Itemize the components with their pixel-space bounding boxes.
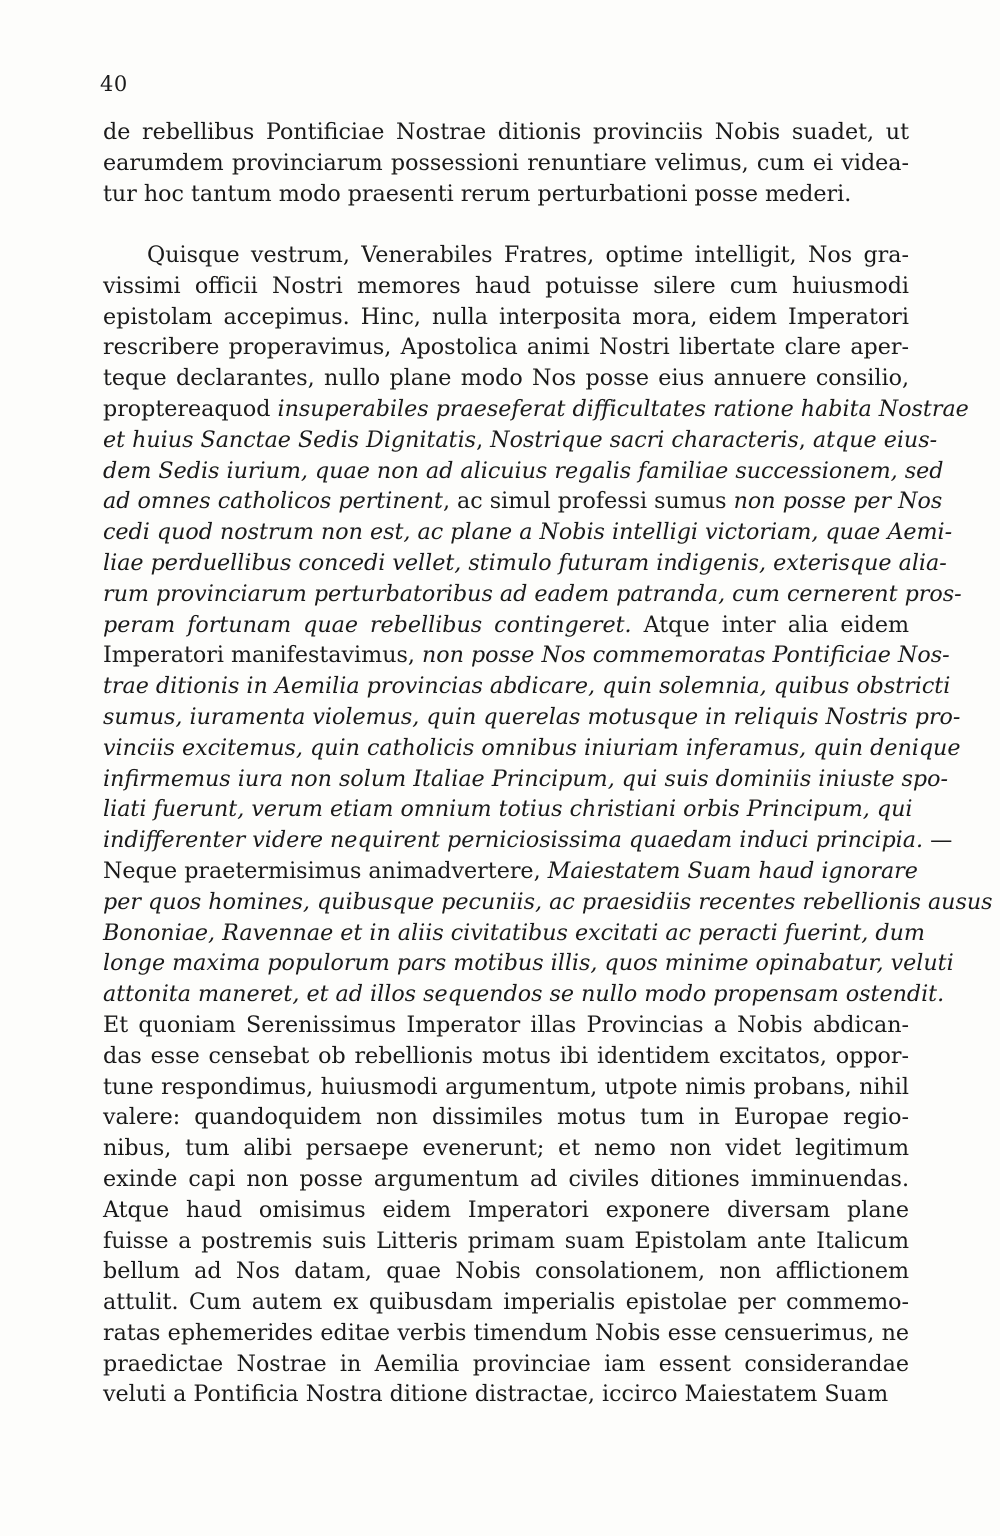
text-line <box>103 856 918 887</box>
italic-text: vinciis excitemus, quin catholicis omnibus iniuriam inferamus, quin denique <box>103 734 961 761</box>
italic-text: Maiestatem Suam haud ignorare <box>547 857 918 884</box>
roman-text: nibus, tum alibi persaepe evenerunt; et nemo non videt legitimum <box>103 1135 909 1162</box>
italic-text: rum provinciarum perturbatoribus ad eadem patranda, cum cernerent pros- <box>103 580 962 607</box>
text-line <box>103 456 944 487</box>
italic-text: et huius Sanctae Sedis Dignitatis <box>103 426 477 453</box>
text-line <box>103 979 945 1010</box>
italic-text: Bononiae, Ravennae et in aliis civitatibus excitati ac peracti fuerint, dum <box>103 919 925 946</box>
roman-text: valere: quandoquidem non dissimiles motus tum in Europae regio- <box>103 1104 909 1131</box>
roman-text: epistolam accepimus. Hinc, nulla interposita mora, eidem Imperatori <box>103 303 909 330</box>
roman-text: tune respondimus, huiusmodi argumentum, utpote nimis probans, nihil <box>103 1073 909 1100</box>
text-line <box>103 825 953 856</box>
text-line <box>103 363 909 394</box>
text-line <box>103 948 954 979</box>
italic-text: trae ditionis in Aemilia provincias abdicare, quin solemnia, quibus obstricti <box>103 673 951 700</box>
italic-text: liati fuerunt, verum etiam omnium totius christiani orbis Principum, qui <box>103 796 913 823</box>
italic-text: attonita maneret, et ad illos sequendos se nullo modo propensam ostendit. <box>103 981 945 1008</box>
text-line <box>103 1041 909 1072</box>
text-line <box>103 394 969 425</box>
roman-text: — <box>923 827 953 854</box>
roman-text: ratas ephemerides editae verbis timendum Nobis esse censuerimus, ne <box>103 1319 909 1346</box>
roman-text: praedictae Nostrae in Aemilia provinciae iam essent considerandae <box>103 1350 909 1377</box>
text-line <box>103 610 909 641</box>
italic-text: sumus, iuramenta violemus, quin querelas motusque in reliquis Nostris pro- <box>103 703 961 730</box>
text-line <box>103 1349 909 1380</box>
italic-text: liae perduellibus concedi vellet, stimulo futuram indigenis, exterisque alia- <box>103 549 947 576</box>
roman-text: fuisse a postremis suis Litteris primam suam Epistolam ante Italicum <box>103 1227 909 1254</box>
roman-text: Atque inter alia eidem <box>631 611 909 638</box>
roman-text: Quisque vestrum, Venerabiles Fratres, optime intelligit, Nos gra- <box>147 242 909 268</box>
text-line <box>103 425 938 456</box>
text-line: tur hoc tantum modo praesenti rerum perturbationi posse mederi. <box>103 180 852 207</box>
text-line <box>103 517 953 548</box>
italic-text: longe maxima populorum pars motibus illis, quos minime opinabatur, veluti <box>103 950 954 977</box>
roman-text: bellum ad Nos datam, quae Nobis consolationem, non afflictionem <box>103 1258 909 1285</box>
text-line <box>103 1010 909 1041</box>
roman-text: , ac simul professi sumus <box>442 488 734 515</box>
text-line: earumdem provinciarum possessioni renuntiare velimus, cum ei videa- <box>103 149 909 176</box>
text-line <box>103 579 962 610</box>
roman-text: teque declarantes, nullo plane modo Nos posse eius annuere consilio, <box>103 365 909 392</box>
italic-text: cedi quod nostrum non est, ac plane a Nobis intelligi victoriam, quae Aemi- <box>103 519 953 546</box>
text-line <box>103 1379 909 1410</box>
roman-text: Neque praetermisimus animadvertere, <box>103 857 548 884</box>
text-line <box>103 1226 909 1257</box>
italic-text: Nostrique sacri characteris <box>490 426 799 453</box>
roman-text: attulit. Cum autem ex quibusdam imperialis epistolae per commemo- <box>103 1289 909 1316</box>
text-line <box>103 240 909 271</box>
roman-text: Imperatori manifestavimus, <box>103 642 422 669</box>
text-line <box>103 486 943 517</box>
text-line <box>103 640 950 671</box>
roman-text: veluti a Pontificia Nostra ditione distractae, iccirco Maiestatem Suam <box>103 1381 889 1408</box>
text-line <box>103 1287 909 1318</box>
italic-text: infirmemus iura non solum Italiae Principum, qui suis dominiis iniuste spo- <box>103 765 948 792</box>
text-line <box>103 1102 909 1133</box>
roman-text: vissimi officii Nostri memores haud potuisse silere cum huiusmodi <box>103 272 909 299</box>
roman-text: rescribere properavimus, Apostolica animi Nostri libertate clare aper- <box>103 334 909 361</box>
text-line <box>103 302 909 333</box>
roman-text: Et quoniam Serenissimus Imperator illas Provincias a Nobis abdican- <box>103 1011 909 1038</box>
text-line <box>103 1164 909 1195</box>
roman-text: das esse censebat ob rebellionis motus ibi identidem excitatos, oppor- <box>103 1042 909 1069</box>
text-line <box>103 332 909 363</box>
text-line <box>103 271 909 302</box>
italic-text: non posse Nos commemoratas Pontificiae Nos- <box>421 642 950 669</box>
text-line <box>103 764 948 795</box>
text-line <box>103 1195 909 1226</box>
text-line <box>103 887 993 918</box>
text-line: de rebellibus Pontificiae Nostrae ditionis provinciis Nobis suadet, ut <box>103 119 909 145</box>
text-line <box>103 733 961 764</box>
italic-text: per quos homines, quibusque pecuniis, ac praesidiis recentes rebellionis ausus <box>103 888 993 915</box>
text-line <box>103 1072 909 1103</box>
italic-text: non posse per Nos <box>733 488 943 515</box>
text-line <box>103 794 913 825</box>
roman-text: Atque haud omisimus eidem Imperatori exponere diversam plane <box>103 1196 909 1223</box>
italic-text: dem Sedis iurium, quae non ad alicuius regalis familiae successionem, sed <box>103 457 944 484</box>
italic-text: atque eius- <box>812 426 938 453</box>
text-line <box>103 671 951 702</box>
italic-text: insuperabiles praeseferat difficultates ratione habita Nostrae <box>277 395 969 422</box>
text-line <box>103 918 925 949</box>
italic-text: ad omnes catholicos pertinent <box>103 488 443 515</box>
italic-text: peram fortunam quae rebellibus contingeret. <box>103 611 632 638</box>
roman-text: , <box>798 426 813 453</box>
page-number: 40 <box>100 72 128 96</box>
paragraph-1 <box>103 117 909 209</box>
text-line <box>103 1133 909 1164</box>
roman-text: exinde capi non posse argumentum ad civiles ditiones imminuendas. <box>103 1165 909 1192</box>
roman-text: proptereaquod <box>103 395 278 422</box>
roman-text: , <box>476 426 491 453</box>
text-line <box>103 1256 909 1287</box>
italic-text: indifferenter videre nequirent perniciosissima quaedam induci principia. <box>103 827 924 854</box>
text-line <box>103 702 961 733</box>
text-line <box>103 1318 909 1349</box>
text-line <box>103 548 947 579</box>
paragraph-2 <box>103 240 993 1410</box>
